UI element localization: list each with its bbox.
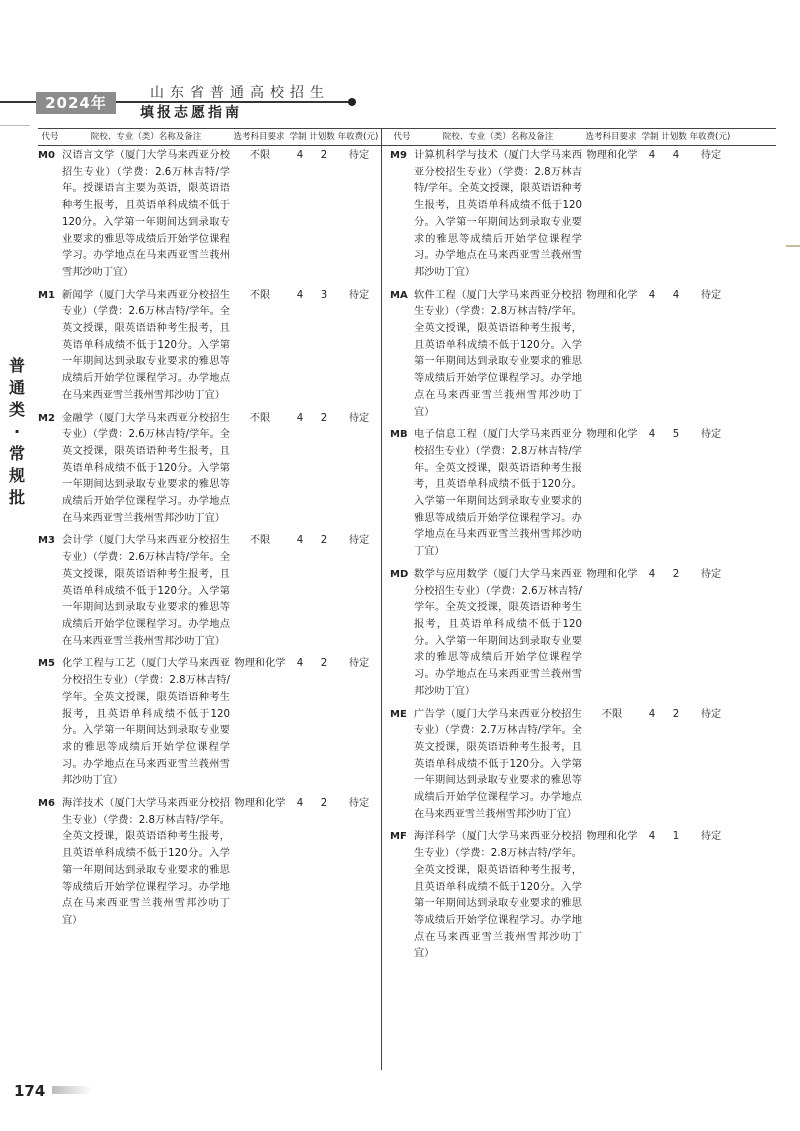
major-code: M2 [38, 412, 55, 424]
annual-fee: 待定 [348, 658, 370, 670]
plan-count: 2 [320, 798, 328, 810]
admission-table [38, 128, 776, 969]
subject-requirement: 物理和化学 [586, 568, 638, 580]
col-name: 院校、专业（类）名称及备注 [442, 132, 554, 142]
table-row [390, 148, 732, 282]
col-subject: 选考科目要求 [233, 132, 285, 142]
plan-count: 2 [320, 150, 328, 161]
plan-count: 3 [320, 289, 328, 301]
column-divider [381, 128, 382, 1070]
col-fee: 年收费(元) [337, 132, 379, 142]
years: 4 [296, 658, 304, 670]
major-name: 数学与应用数学（厦门大学马来西亚分校招生专业）（学费：2.6万林吉特/学年。全英文授课，限英语语种考生报考，且英语单科成绩不低于120分。入学第一年期间达到录取专业要求的雅思等成绩后开始学位课程学习。办学地点在马来西亚雪兰莪州雪邦沙叻丁宜） [414, 568, 582, 697]
page-edge-mark [786, 245, 800, 247]
col-plan: 计划数 [309, 132, 335, 142]
annual-fee: 待定 [348, 798, 370, 810]
major-code: MF [390, 831, 407, 843]
subject-requirement: 物理和化学 [234, 658, 286, 670]
table-row [390, 707, 732, 824]
annual-fee: 待定 [700, 568, 722, 580]
major-name: 会计学（厦门大学马来西亚分校招生专业）（学费：2.6万林吉特/学年。全英文授课，限英语语种考生报考，且英语单科成绩不低于120分。入学第一年期间达到录取专业要求的雅思等成绩后开始学位课程学习。办学地点在马来西亚雪兰莪州雪邦沙叻丁宜） [62, 535, 230, 647]
page-number: 174 [14, 1082, 46, 1100]
table-header [38, 128, 776, 146]
table-row [38, 533, 380, 650]
annual-fee: 待定 [348, 150, 370, 161]
major-name: 海洋技术（厦门大学马来西亚分校招生专业）（学费：2.8万林吉特/学年。全英文授课，限英语语种考生报考，且英语单科成绩不低于120分。入学第一年期间达到录取专业要求的雅思等成绩后开始学位课程学习。办学地点在马来西亚雪兰莪州雪邦沙叻丁宜） [62, 798, 230, 926]
major-code: ME [390, 708, 407, 720]
major-code: M1 [38, 289, 55, 301]
subject-requirement: 物理和化学 [234, 798, 286, 810]
major-code: M3 [38, 535, 55, 547]
plan-count: 2 [320, 412, 328, 424]
table-row [38, 288, 380, 405]
subject-requirement: 不限 [249, 535, 271, 547]
col-code: 代号 [41, 132, 59, 142]
page-number-decoration [52, 1086, 92, 1094]
major-code: MA [390, 289, 408, 301]
major-code: M6 [38, 798, 55, 810]
major-code: MD [390, 568, 409, 580]
subject-requirement: 不限 [249, 412, 271, 424]
years: 4 [648, 150, 656, 161]
annual-fee: 待定 [700, 831, 722, 843]
major-name: 海洋科学（厦门大学马来西亚分校招生专业）（学费：2.8万林吉特/学年。全英文授课，限英语语种考生报考，且英语单科成绩不低于120分。入学第一年期间达到录取专业要求的雅思等成绩后开始学位课程学习。办学地点在马来西亚雪兰莪州雪邦沙叻丁宜） [414, 831, 582, 960]
annual-fee: 待定 [700, 289, 722, 301]
major-code: MB [390, 429, 408, 441]
left-header-group [38, 129, 380, 145]
major-name: 计算机科学与技术（厦门大学马来西亚分校招生专业）（学费：2.8万林吉特/学年。全英文授课，限英语语种考生报考，且英语单科成绩不低于120分。入学第一年期间达到录取专业要求的雅思等成绩后开始学位课程学习。办学地点在马来西亚雪兰莪州雪邦沙叻丁宜） [414, 150, 582, 278]
table-row [390, 288, 732, 422]
years: 4 [296, 798, 304, 810]
col-subject: 选考科目要求 [585, 132, 637, 142]
major-name: 软件工程（厦门大学马来西亚分校招生专业）（学费：2.8万林吉特/学年。全英文授课，限英语语种考生报考，且英语单科成绩不低于120分。入学第一年期间达到录取专业要求的雅思等成绩后开始学位课程学习。办学地点在马来西亚雪兰莪州雪邦沙叻丁宜） [414, 289, 582, 418]
plan-count: 2 [320, 535, 328, 547]
subject-requirement: 不限 [249, 289, 271, 301]
col-fee: 年收费(元) [689, 132, 731, 142]
header-title: 山东省普通高校招生 [150, 85, 330, 101]
plan-count: 4 [672, 289, 680, 301]
year-badge: 2024年 [36, 92, 116, 114]
annual-fee: 待定 [700, 708, 722, 720]
annual-fee: 待定 [700, 150, 722, 161]
header-subtitle: 填报志愿指南 [140, 105, 242, 121]
table-row [390, 567, 732, 701]
annual-fee: 待定 [348, 535, 370, 547]
table-row [38, 656, 380, 790]
col-plan: 计划数 [661, 132, 687, 142]
side-section-label: 普通类·常规批 [8, 356, 25, 507]
annual-fee: 待定 [348, 412, 370, 424]
subject-requirement: 不限 [601, 708, 623, 720]
table-body [38, 148, 776, 969]
header-dot [348, 98, 356, 106]
plan-count: 1 [672, 831, 680, 843]
table-row [390, 829, 732, 963]
major-name: 汉语言文学（厦门大学马来西亚分校招生专业）（学费：2.6万林吉特/学年。授课语言主要为英语，限英语语种考生报考，且英语单科成绩不低于120分。入学第一年期间达到录取专业要求的雅思等成绩后开始学位课程学习。办学地点在马来西亚雪兰莪州雪邦沙叻丁宜） [62, 150, 230, 278]
subject-requirement: 不限 [249, 150, 271, 161]
years: 4 [648, 831, 656, 843]
years: 4 [296, 150, 304, 161]
plan-count: 2 [672, 708, 680, 720]
major-name: 金融学（厦门大学马来西亚分校招生专业）（学费：2.6万林吉特/学年。全英文授课，限英语语种考生报考，且英语单科成绩不低于120分。入学第一年期间达到录取专业要求的雅思等成绩后开始学位课程学习。办学地点在马来西亚雪兰莪州雪邦沙叻丁宜） [62, 412, 230, 524]
col-code: 代号 [393, 132, 411, 142]
subject-requirement: 物理和化学 [586, 289, 638, 301]
col-name: 院校、专业（类）名称及备注 [90, 132, 202, 142]
years: 4 [648, 568, 656, 580]
table-row [38, 148, 380, 282]
plan-count: 2 [672, 568, 680, 580]
table-row [390, 427, 732, 561]
years: 4 [648, 429, 656, 441]
years: 4 [648, 708, 656, 720]
subject-requirement: 物理和化学 [586, 831, 638, 843]
annual-fee: 待定 [700, 429, 722, 441]
annual-fee: 待定 [348, 289, 370, 301]
col-years: 学制 [289, 132, 307, 142]
right-column [390, 148, 732, 969]
col-years: 学制 [641, 132, 659, 142]
major-code: M5 [38, 658, 55, 670]
years: 4 [296, 535, 304, 547]
years: 4 [296, 412, 304, 424]
subject-requirement: 物理和化学 [586, 150, 638, 161]
plan-count: 5 [672, 429, 680, 441]
major-name: 广告学（厦门大学马来西亚分校招生专业）（学费：2.7万林吉特/学年。全英文授课，限英语语种考生报考，且英语单科成绩不低于120分。入学第一年期间达到录取专业要求的雅思等成绩后开始学位课程学习。办学地点在马来西亚雪兰莪州雪邦沙叻丁宜） [414, 708, 582, 820]
right-header-group [390, 129, 732, 145]
major-name: 新闻学（厦门大学马来西亚分校招生专业）（学费：2.6万林吉特/学年。全英文授课，限英语语种考生报考，且英语单科成绩不低于120分。入学第一年期间达到录取专业要求的雅思等成绩后开始学位课程学习。办学地点在马来西亚雪兰莪州雪邦沙叻丁宜） [62, 289, 230, 401]
table-row [38, 411, 380, 528]
major-code: M9 [390, 150, 407, 161]
years: 4 [296, 289, 304, 301]
left-column [38, 148, 380, 969]
plan-count: 2 [320, 658, 328, 670]
major-name: 化学工程与工艺（厦门大学马来西亚分校招生专业）（学费：2.8万林吉特/学年。全英文授课，限英语语种考生报考，且英语单科成绩不低于120分。入学第一年期间达到录取专业要求的雅思等成绩后开始学位课程学习。办学地点在马来西亚雪兰莪州雪邦沙叻丁宜） [62, 658, 230, 787]
major-name: 电子信息工程（厦门大学马来西亚分校招生专业）（学费：2.8万林吉特/学年。全英文授课，限英语语种考生报考，且英语单科成绩不低于120分。入学第一年期间达到录取专业要求的雅思等成绩后开始学位课程学习。办学地点在马来西亚雪兰莪州雪邦沙叻丁宜） [414, 429, 582, 558]
subject-requirement: 物理和化学 [586, 429, 638, 441]
years: 4 [648, 289, 656, 301]
table-row [38, 796, 380, 930]
plan-count: 4 [672, 150, 680, 161]
major-code: M0 [38, 150, 55, 161]
